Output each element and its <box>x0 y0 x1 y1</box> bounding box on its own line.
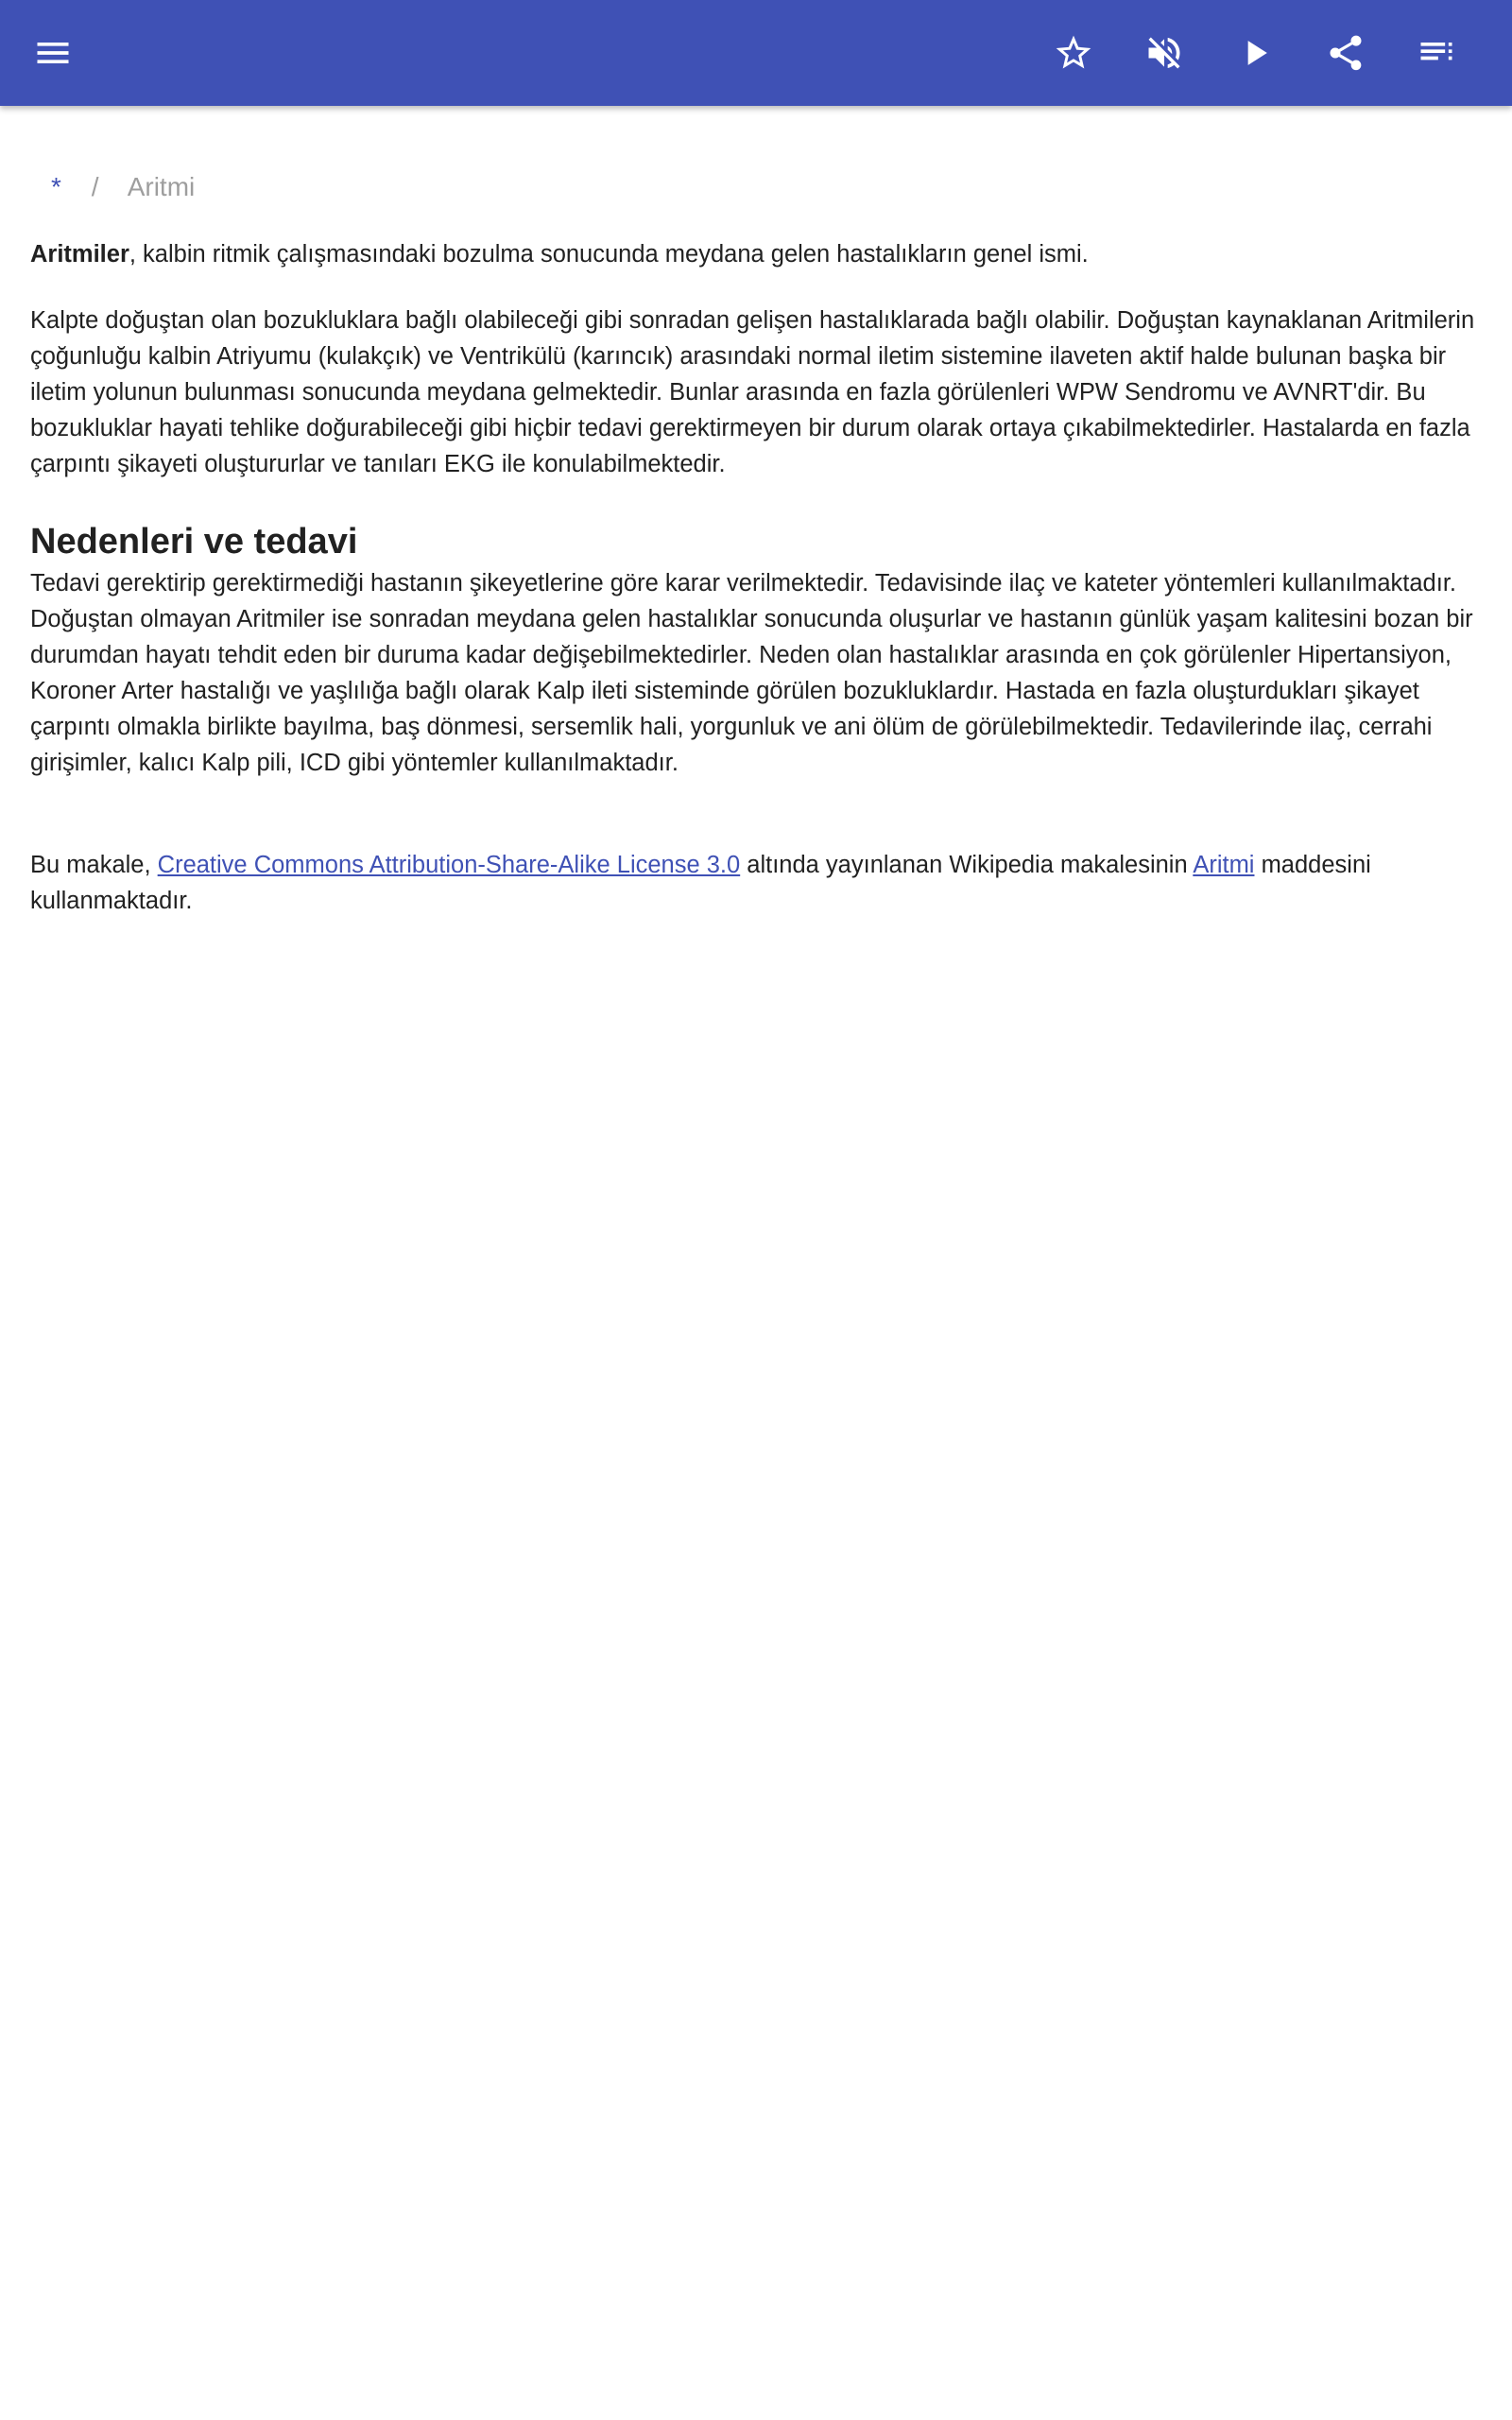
play-icon <box>1234 32 1276 74</box>
star-outline-icon <box>1053 32 1094 74</box>
breadcrumb-root-link[interactable]: * <box>51 172 61 201</box>
license-notice <box>30 847 1482 919</box>
intro-paragraph <box>30 236 1482 272</box>
license-middle: altında yayınlanan Wikipedia makalesinin <box>740 852 1194 878</box>
section-heading: Nedenleri ve tedavi <box>30 522 358 562</box>
intro-text: , kalbin ritmik çalışmasındaki bozulma sonucunda meydana gelen hastalıkların genel ismi. <box>129 241 1089 268</box>
share-icon <box>1325 32 1366 74</box>
breadcrumb-current: Aritmi <box>127 172 196 201</box>
playlist-icon <box>1416 32 1457 74</box>
breadcrumb <box>30 166 1482 208</box>
license-link[interactable]: Creative Commons Attribution-Share-Alike License 3.0 <box>157 852 741 878</box>
favorite-button[interactable] <box>1040 19 1108 87</box>
volume-off-icon <box>1143 32 1185 74</box>
menu-icon <box>32 32 74 74</box>
play-button[interactable] <box>1221 19 1289 87</box>
share-button[interactable] <box>1312 19 1380 87</box>
contents-button[interactable] <box>1402 19 1470 87</box>
breadcrumb-separator: / <box>91 172 99 201</box>
license-suffix: maddesini kullanmaktadır. <box>30 852 1371 914</box>
app-toolbar <box>0 0 1512 106</box>
license-prefix: Bu makale, <box>30 852 158 878</box>
wikipedia-article-link[interactable]: Aritmi <box>1193 852 1255 878</box>
body-paragraph: Kalpte doğuştan olan bozukluklara bağlı olabileceği gibi sonradan gelişen hastalıklarada bağlı olabilir. Doğuştan kaynaklanan Aritmilerin çoğunluğu kalbin Atriyumu (kulakçık) ve Ventrikülü (karıncık) arasındaki normal iletim sistemine ilaveten aktif halde bulunan başka bir iletim yolunun bulunması sonucunda meydana gelmektedir. Bunlar arasında en fazla görülenleri WPW Sendromu ve AVNRT'dir. Bu bozukluklar hayati tehlike doğurabileceği gibi hiçbir tedavi gerektirmeyen bir durum olarak ortaya çıkabilmektedirler. Hastalarda en fazla çarpıntı şikayeti oluştururlar ve tanıları EKG ile konulabilmektedir. <box>30 307 1475 477</box>
mute-button[interactable] <box>1130 19 1198 87</box>
section-paragraph: Tedavi gerektirip gerektirmediği hastanın şikeyetlerine göre karar verilmektedir. Tedavisinde ilaç ve kateter yöntemleri kullanılmaktadır. Doğuştan olmayan Aritmiler ise sonradan meydana gelen hastalıklar sonucunda oluşurlar ve hastanın günlük yaşam kalitesini bozan bir durumdan hayatı tehdit eden bir duruma kadar değişebilmektedirler. Neden olan hastalıklar arasında en çok görülenler Hipertansiyon, Koroner Arter hastalığı ve yaşlılığa bağlı olarak Kalp ileti sisteminde görülen bozukluklardır. Hastada en fazla oluşturdukları şikayet çarpıntı olmakla birlikte bayılma, baş dönmesi, sersemlik hali, yorgunluk ve ani ölüm de görülebilmektedir. Tedavilerinde ilaç, cerrahi girişimler, kalıcı Kalp pili, ICD gibi yöntemler kullanılmaktadır. <box>30 570 1473 776</box>
menu-button[interactable] <box>19 19 87 87</box>
article-content <box>30 106 1482 919</box>
article-title-term: Aritmiler <box>30 241 129 268</box>
